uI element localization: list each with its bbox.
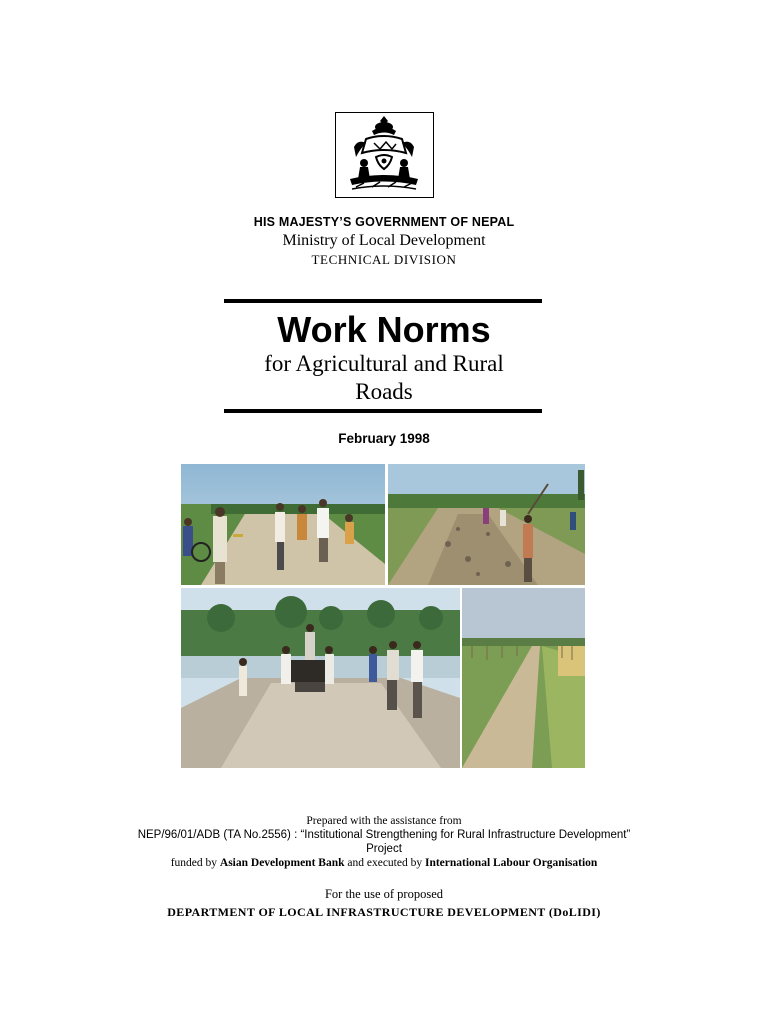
subtitle-line-2: Roads — [355, 379, 413, 404]
credit-line-3: Project — [366, 843, 402, 855]
document-subtitle — [0, 350, 768, 406]
government-heading: HIS MAJESTY’S GOVERNMENT OF NEPAL — [253, 215, 515, 229]
document-title: Work Norms — [277, 309, 491, 350]
photo-road-labourers — [388, 464, 585, 585]
use-for-line: For the use of proposed — [324, 887, 444, 901]
executor-name: International Labour Organisation — [424, 857, 598, 869]
funded-by-prefix: funded by — [170, 857, 220, 869]
ministry-heading: Ministry of Local Development — [282, 232, 486, 249]
funding-line — [0, 857, 768, 869]
funder-name: Asian Development Bank — [219, 857, 345, 869]
title-bottom-rule — [224, 409, 542, 413]
division-heading: TECHNICAL DIVISION — [311, 252, 457, 267]
nepal-royal-emblem-icon — [336, 113, 433, 197]
publication-date: February 1998 — [338, 431, 430, 446]
credit-line-2: NEP/96/01/ADB (TA No.2556) : “Institutional Strengthening for Rural Infrastructure Development” — [137, 829, 631, 841]
emblem-frame — [335, 112, 434, 198]
department-name: DEPARTMENT OF LOCAL INFRASTRUCTURE DEVELOPMENT (DoLIDI) — [167, 905, 601, 919]
credit-line-1: Prepared with the assistance from — [306, 815, 462, 827]
photo-surveying-crew — [181, 464, 385, 585]
photo-rural-road — [462, 588, 585, 768]
subtitle-line-1: for Agricultural and Rural — [264, 351, 504, 376]
photo-road-roller-crew — [181, 588, 460, 768]
title-top-rule — [224, 299, 542, 303]
executed-by-text: and executed by — [344, 857, 425, 869]
